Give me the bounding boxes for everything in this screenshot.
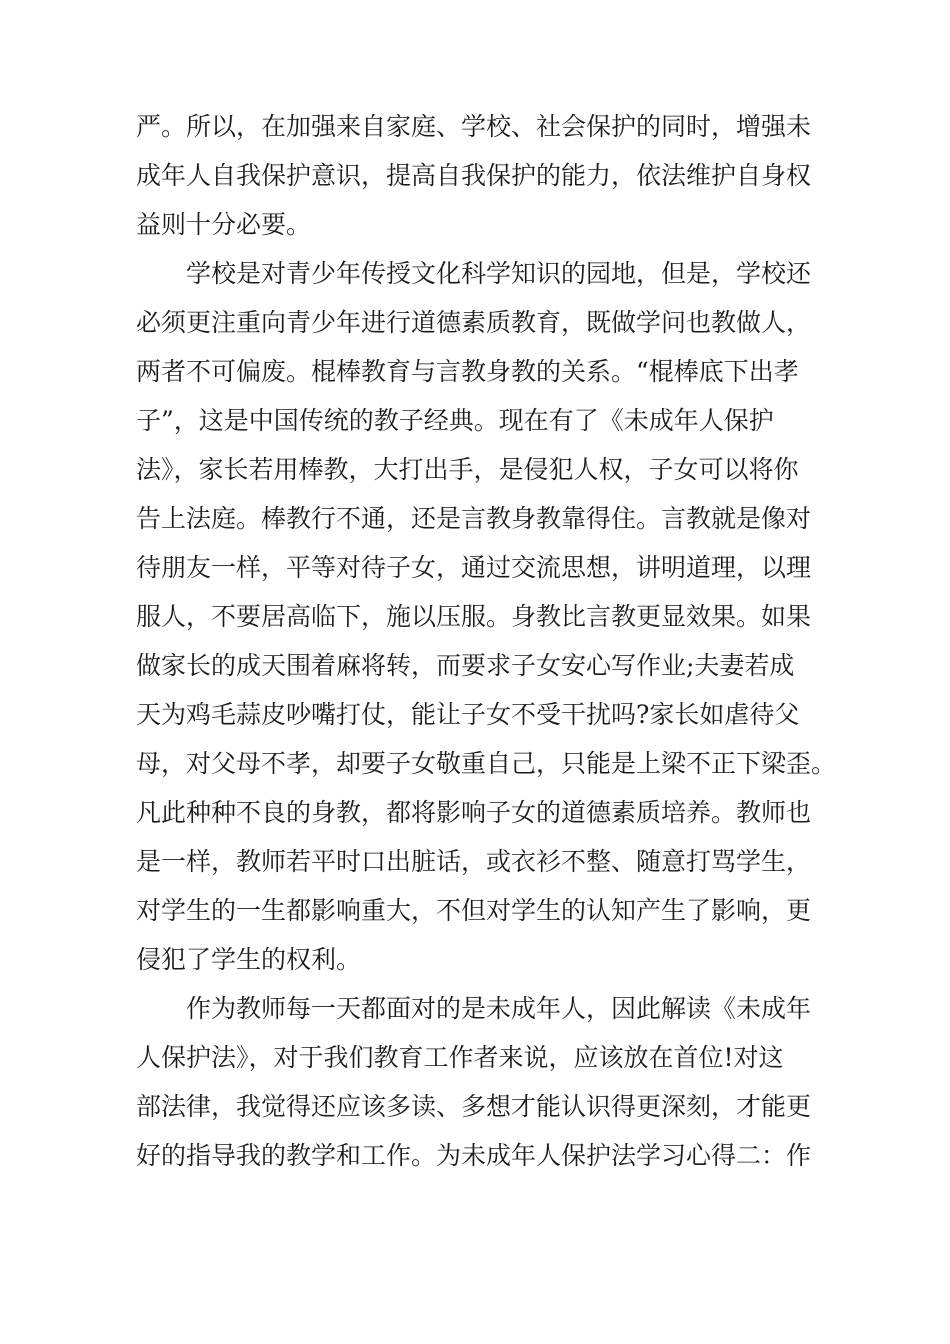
text-line: 子”，这是中国传统的教子经典。现在有了《未成年人保护 xyxy=(136,406,774,435)
text-line: 对学生的一生都影响重大，不但对学生的认知产生了影响，更 xyxy=(136,896,812,925)
document-body xyxy=(136,102,836,1180)
text-line: 天为鸡毛蒜皮吵嘴打仗，能让子女不受干扰吗?家长如虐待父 xyxy=(136,700,800,729)
text-line: 母，对父母不孝，却要子女敬重自己，只能是上梁不正下梁歪。 xyxy=(136,749,837,778)
text-line: 成年人自我保护意识，提高自我保护的能力，依法维护自身权 xyxy=(136,161,812,190)
text-line: 严。所以，在加强来自家庭、学校、社会保护的同时，增强未 xyxy=(136,112,812,141)
text-line: 做家长的成天围着麻将转，而要求子女安心写作业;夫妻若成 xyxy=(136,651,795,680)
text-line: 待朋友一样，平等对待子女，通过交流思想，讲明道理，以理 xyxy=(136,553,812,582)
text-line: 人保护法》，对于我们教育工作者来说，应该放在首位!对这 xyxy=(136,1043,784,1072)
paragraph xyxy=(136,984,836,1180)
paragraph xyxy=(136,102,836,249)
text-line: 凡此种种不良的身教，都将影响子女的道德素质培养。教师也 xyxy=(136,798,812,827)
text-line: 部法律，我觉得还应该多读、多想才能认识得更深刻，才能更 xyxy=(136,1092,812,1121)
text-line: 学校是对青少年传授文化科学知识的园地，但是，学校还 xyxy=(186,259,812,288)
paragraph xyxy=(136,249,836,984)
text-line: 服人，不要居高临下，施以压服。身教比言教更显效果。如果 xyxy=(136,602,812,631)
text-line: 是一样，教师若平时口出脏话，或衣衫不整、随意打骂学生， xyxy=(136,847,812,876)
text-line: 作为教师每一天都面对的是未成年人，因此解读《未成年 xyxy=(186,994,812,1023)
text-line: 法》，家长若用棒教，大打出手，是侵犯人权，子女可以将你 xyxy=(136,455,799,484)
text-line: 好的指导我的教学和工作。为未成年人保护法学习心得二：作 xyxy=(136,1141,812,1170)
text-line: 必须更注重向青少年进行道德素质教育，既做学问也教做人， xyxy=(136,308,812,337)
text-line: 侵犯了学生的权利。 xyxy=(136,945,362,974)
text-line: 两者不可偏废。棍棒教育与言教身教的关系。“棍棒底下出孝 xyxy=(136,357,799,386)
text-line: 益则十分必要。 xyxy=(136,210,312,239)
text-line: 告上法庭。棒教行不通，还是言教身教靠得住。言教就是像对 xyxy=(136,504,812,533)
